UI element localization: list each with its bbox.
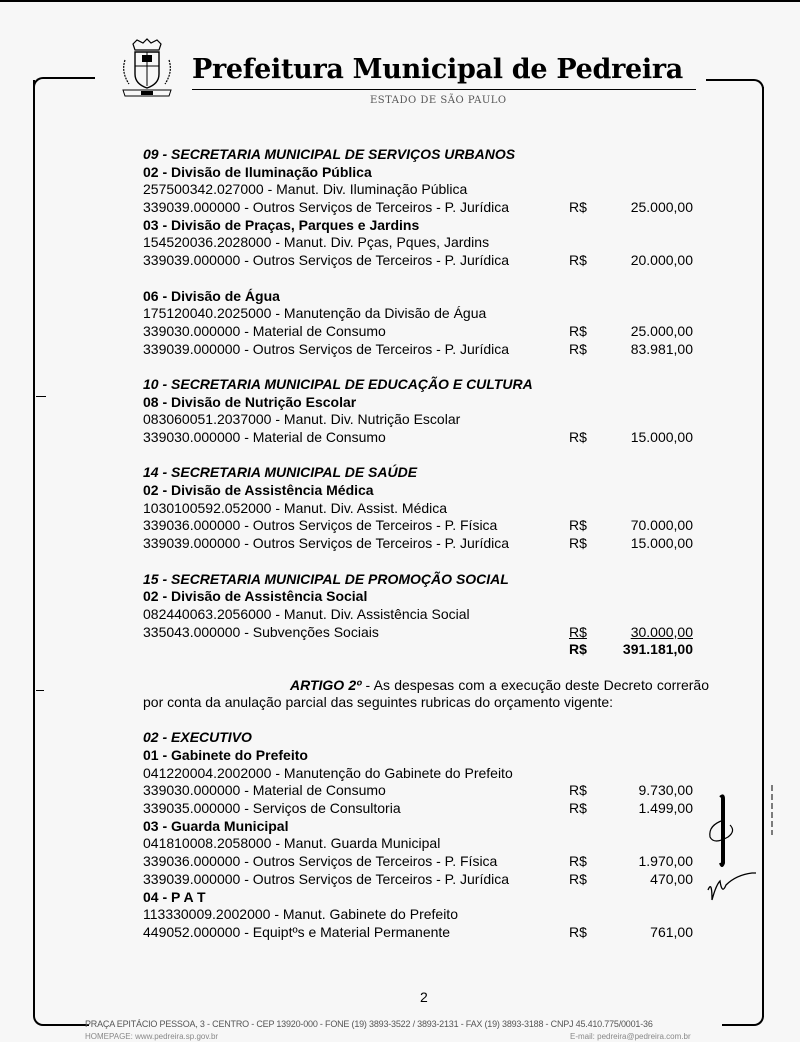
frame-tick: [36, 396, 46, 397]
budget-item: [143, 341, 703, 359]
program-line: 1030100592.052000 - Manut. Div. Assist. Médica: [143, 499, 448, 516]
header-subtitle: ESTADO DE SÃO PAULO: [370, 95, 507, 106]
secretaria-heading: 02 - EXECUTIVO: [143, 729, 252, 746]
budget-item: [143, 782, 703, 800]
currency-symbol: R$: [569, 535, 587, 552]
program-line: 175120040.2025000 - Manutenção da Divisão de Água: [143, 305, 487, 322]
currency-symbol: R$: [569, 923, 587, 940]
municipal-crest-icon: [117, 38, 177, 100]
budget-item: [143, 871, 703, 889]
program-line: 082440063.2056000 - Manut. Div. Assistência Social: [143, 605, 470, 622]
frame-left-border: [33, 80, 35, 1015]
item-amount: 30.000,00: [630, 623, 693, 640]
item-amount: 15.000,00: [630, 429, 693, 445]
item-amount: 9.730,00: [638, 782, 693, 799]
frame-corner-top-right: [706, 79, 764, 95]
currency-symbol: R$: [569, 252, 587, 269]
item-amount: 470,00: [650, 870, 693, 887]
item-description: 339036.000000 - Outros Serviços de Terceiros - P. Física: [143, 517, 498, 534]
total-line: [143, 641, 703, 659]
budget-item: [143, 517, 703, 535]
item-amount: 1.970,00: [638, 853, 693, 870]
currency-symbol: R$: [569, 870, 587, 887]
item-description: 339039.000000 - Outros Serviços de Terceiros - P. Jurídica: [143, 199, 510, 216]
budget-item: [143, 535, 703, 553]
article2-paragraph: [143, 677, 709, 712]
budget-item: [143, 624, 703, 642]
page-number: 2: [420, 989, 428, 1005]
item-amount: 761,00: [650, 923, 693, 940]
handwritten-signature-icon: [700, 785, 780, 915]
currency-symbol: R$: [569, 782, 587, 799]
footer-email: E-mail: pedreira@pedreira.com.br: [570, 1032, 691, 1041]
item-amount: 25.000,00: [630, 322, 693, 339]
program-line: 041810008.2058000 - Manut. Guarda Municipal: [143, 835, 441, 852]
budget-item: [143, 323, 703, 341]
program-line: 257500342.027000 - Manut. Div. Iluminação Pública: [143, 181, 468, 198]
program-line: 113330009.2002000 - Manut. Gabinete do Prefeito: [143, 906, 458, 923]
secretaria-heading: 09 - SECRETARIA MUNICIPAL DE SERVIÇOS URBANOS: [143, 146, 516, 162]
currency-symbol: R$: [569, 853, 587, 870]
division-heading: 02 - Divisão de Assistência Social: [143, 588, 368, 605]
budget-item: [143, 853, 703, 871]
budget-item: [143, 429, 703, 447]
item-description: 339035.000000 - Serviços de Consultoria: [143, 800, 401, 817]
item-description: 339039.000000 - Outros Serviços de Terceiros - P. Jurídica: [143, 340, 510, 357]
division-heading: 04 - P A T: [143, 888, 206, 905]
frame-corner-bottom-left: [33, 1008, 89, 1026]
frame-corner-top-left: [33, 77, 95, 93]
footer-homepage: HOMEPAGE: www.pedreira.sp.gov.br: [85, 1032, 219, 1041]
division-heading: 06 - Divisão de Água: [143, 287, 280, 304]
program-line: 154520036.2028000 - Manut. Div. Pças, Pques, Jardins: [143, 234, 490, 251]
article2-label: ARTIGO 2º: [290, 676, 362, 693]
division-heading: 08 - Divisão de Nutrição Escolar: [143, 393, 357, 410]
division-heading: 02 - Divisão de Assistência Médica: [143, 482, 374, 499]
budget-item: [143, 800, 703, 818]
currency-symbol: R$: [569, 623, 587, 640]
item-amount: 70.000,00: [630, 517, 693, 534]
header-rule: [192, 89, 696, 90]
secretaria-heading: 15 - SECRETARIA MUNICIPAL DE PROMOÇÃO SOCIAL: [143, 570, 509, 587]
secretaria-heading: 10 - SECRETARIA MUNICIPAL DE EDUCAÇÃO E CULTURA: [143, 375, 533, 392]
item-description: 339039.000000 - Outros Serviços de Terceiros - P. Jurídica: [143, 535, 510, 552]
item-amount: 1.499,00: [638, 800, 693, 817]
item-amount: 83.981,00: [630, 340, 693, 357]
document-body: [143, 146, 709, 942]
article2-text-rest: correrão por conta da anulação parcial das seguintes rubricas do orçamento vigente:: [143, 676, 709, 711]
item-description: 335043.000000 - Subvenções Sociais: [143, 623, 379, 640]
budget-item: [143, 199, 703, 217]
item-amount: 20.000,00: [630, 252, 693, 269]
total-currency: R$: [569, 641, 587, 658]
division-heading: 02 - Divisão de Iluminação Pública: [143, 163, 372, 180]
budget-item: [143, 924, 703, 942]
secretaria-heading: 14 - SECRETARIA MUNICIPAL DE SAÚDE: [143, 464, 418, 481]
total-amount: 391.181,00: [622, 641, 693, 658]
currency-symbol: R$: [569, 429, 587, 445]
division-heading: 03 - Divisão de Praças, Parques e Jardins: [143, 216, 420, 233]
currency-symbol: R$: [569, 199, 587, 216]
program-line: 083060051.2037000 - Manut. Div. Nutrição Escolar: [143, 411, 461, 428]
currency-symbol: R$: [569, 800, 587, 817]
item-description: 449052.000000 - Equiptºs e Material Permanente: [143, 923, 451, 940]
division-heading: 01 - Gabinete do Prefeito: [143, 747, 308, 763]
currency-symbol: R$: [569, 517, 587, 534]
item-description: 339036.000000 - Outros Serviços de Terceiros - P. Física: [143, 853, 498, 870]
budget-item: [143, 252, 703, 270]
item-amount: 25.000,00: [630, 199, 693, 216]
program-line: 041220004.2002000 - Manutenção do Gabinete do Prefeito: [143, 764, 513, 781]
frame-tick: [36, 690, 44, 691]
footer-address: PRAÇA EPITÁCIO PESSOA, 3 - CENTRO - CEP 13920-000 - FONE (19) 3893-3522 / 3893-2131 - FAX (19) 3893-3188 - CNPJ 45.410.775/0001-36: [85, 1019, 653, 1029]
article2-text-first: - As despesas com a execução deste Decreto: [361, 676, 653, 693]
scan-top-edge: [0, 0, 800, 2]
item-description: 339030.000000 - Material de Consumo: [143, 782, 386, 799]
item-description: 339030.000000 - Material de Consumo: [143, 322, 386, 339]
currency-symbol: R$: [569, 340, 587, 357]
division-heading: 03 - Guarda Municipal: [143, 817, 289, 834]
item-description: 339039.000000 - Outros Serviços de Terceiros - P. Jurídica: [143, 870, 510, 887]
header-title: Prefeitura Municipal de Pedreira: [192, 54, 683, 85]
item-amount: 15.000,00: [630, 535, 693, 552]
item-description: 339030.000000 - Material de Consumo: [143, 429, 386, 445]
frame-corner-bottom-right: [722, 1010, 764, 1026]
currency-symbol: R$: [569, 322, 587, 339]
item-description: 339039.000000 - Outros Serviços de Terceiros - P. Jurídica: [143, 252, 510, 269]
